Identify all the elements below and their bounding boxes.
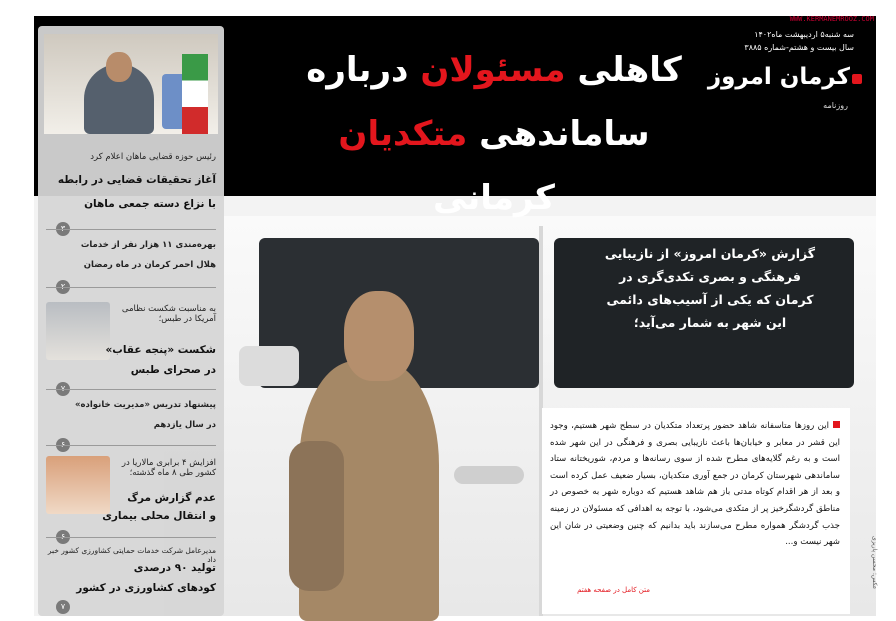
sidebar-title[interactable]: در سال یازدهم: [153, 420, 216, 430]
mosquito-thumbnail: [46, 456, 110, 514]
issue-date: [744, 28, 854, 54]
date-line: سه شنبه۵ اردیبهشت ماه۱۴۰۲: [754, 30, 854, 39]
sidebar-kicker: افزایش ۴ برابری مالاریا در کشور طی ۸ ماه گذشته؛: [121, 458, 216, 478]
figure-bag: [289, 441, 344, 591]
figure-head: [344, 291, 414, 381]
article-text: این روزها متاسفانه شاهد حضور پرتعداد متکدیان در سطح شهر هستیم، وجود این قشر در معابر و خیابان‌ها باعث نازیبایی بصری و فرهنگی در این شهر شده است و به رغم گلایه‌های مطرح شده از سوی رسانه‌ها و مردم، شوریختانه ستاد ساماندهی شهرستان کرمان در جمع آوری متکدیان، بسیار ضعیف عمل کرده است و بعد از هر اقدام کوتاه مدتی باز هم شاهد هستیم که دوباره شهر به خصوص در مناطق گردشگرخیز پر از متکدی می‌شود، با توجه به اهدافی که مسئولان در زمینه جذب گردشگر همواره مطرح می‌سازند باید بدانیم که چنین وضعیتی در شان این شهر نیست و...: [550, 421, 840, 548]
beggar-figure: [284, 291, 444, 621]
sidebar-title[interactable]: آغاز تحقیقات قضایی در رابطه: [57, 174, 216, 186]
sidebar-title[interactable]: در صحرای طبس: [130, 364, 216, 376]
car-door-handle: [454, 466, 524, 484]
article-box: [542, 408, 850, 614]
news-sidebar: [38, 26, 224, 616]
sidebar-divider: [46, 389, 216, 390]
photo-credit: عکس: محسن پاریزی: [871, 536, 878, 590]
headline-word: کرمانی: [433, 178, 555, 218]
headline-highlight: مسئولان: [420, 50, 566, 90]
portrait-face: [106, 52, 132, 82]
sidebar-kicker: رئیس حوزه قضایی ماهان اعلام کرد: [90, 152, 216, 162]
sidebar-title[interactable]: کودهای کشاورزی در کشور: [76, 582, 216, 594]
sidebar-title[interactable]: تولید ۹۰ درصدی: [133, 562, 216, 574]
logo-mark-icon: [852, 74, 862, 84]
page-number-badge: ۷: [56, 600, 70, 614]
headline-word: کاهلی: [577, 50, 682, 90]
read-more-link[interactable]: متن کامل در صفحه هفتم: [577, 586, 650, 594]
iran-flag-icon: [182, 54, 208, 134]
bullet-square-icon: [833, 421, 840, 428]
headline-highlight: متکدیان: [338, 114, 468, 154]
sidebar-title[interactable]: شکست «پنجه عقاب»: [105, 344, 216, 356]
headline-word: درباره: [306, 50, 409, 90]
main-headline[interactable]: [274, 38, 714, 230]
sidebar-kicker: مدیرعامل شرکت خدمات حمایتی کشاورزی کشور خبر داد: [47, 546, 216, 564]
headline-word: ساماندهی: [479, 114, 650, 154]
website-url[interactable]: WWW.KERMANEMROOZ.COM: [789, 15, 874, 23]
headline-line-2: [274, 102, 714, 230]
sidebar-title[interactable]: و انتقال محلی بیماری: [102, 510, 216, 522]
sidebar-divider: [46, 445, 216, 446]
logo-subtitle: روزنامه: [823, 101, 848, 110]
sidebar-title[interactable]: پیشنهاد تدریس «مدیریت خانواده»: [75, 400, 216, 410]
sidebar-divider: [46, 229, 216, 230]
newspaper-logo: کرمان امروز: [707, 64, 850, 90]
sidebar-kicker: به مناسبت شکست نظامی آمریکا در طبس؛: [121, 304, 216, 324]
sidebar-title[interactable]: با نزاع دسته جمعی ماهان: [84, 198, 216, 210]
article-body: [550, 418, 840, 551]
sidebar-title[interactable]: عدم گزارش مرگ: [127, 492, 216, 504]
desert-wreckage-thumbnail: [46, 302, 110, 360]
lead-text: گزارش «کرمان امروز» از نازیبایی فرهنگی و بصری تکدی‌گری در کرمان که یکی از آسیب‌های دائمی این شهر به شمار می‌آید؛: [604, 246, 816, 330]
sidebar-divider: [46, 287, 216, 288]
sidebar-divider: [46, 537, 216, 538]
headline-line-1: [274, 38, 714, 102]
sidebar-title[interactable]: بهره‌مندی ۱۱ هزار نفر از خدمات: [80, 240, 216, 250]
official-portrait: [44, 34, 218, 134]
sidebar-title[interactable]: هلال احمر کرمان در ماه رمضان: [83, 260, 216, 270]
issue-line: سال بیست و هشتم-شماره ۳۸۸۵: [744, 43, 854, 52]
newspaper-front-page: [34, 16, 876, 616]
